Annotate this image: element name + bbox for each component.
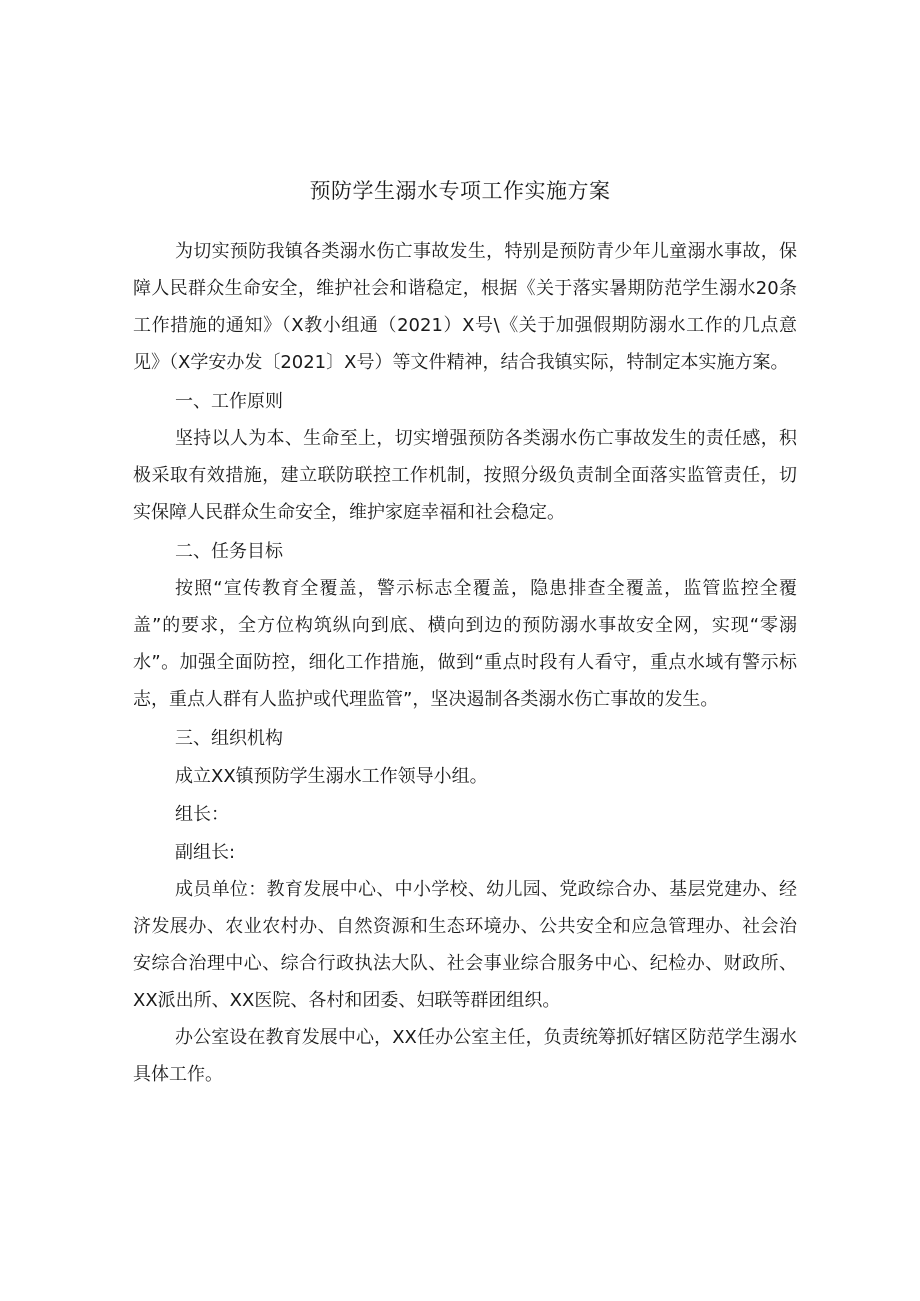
section-heading-goals: 二、任务目标 <box>175 541 283 562</box>
document-title: 预防学生溺水专项工作实施方案 <box>309 179 611 203</box>
section-heading-principles: 一、工作原则 <box>175 391 283 412</box>
deputy-leader-line: 副组长: <box>175 842 236 863</box>
leader-line: 组长： <box>175 804 229 825</box>
organization-establish-line: 成立XX镇预防学生溺水工作领导小组。 <box>175 766 488 787</box>
document-body <box>133 233 797 1093</box>
section-heading-organization: 三、组织机构 <box>175 728 283 749</box>
goals-paragraph: 按照“宣传教育全覆盖，警示标志全覆盖，隐患排查全覆盖，监管监控全覆盖”的要求，全方位构筑纵向到底、横向到边的预防溺水事故安全网，实现“零溺水”。加强全面防控，细化工作措施，做到“重点时段有人看守，重点水域有警示标志，重点人群有人监护或代理监管”，坚决遏制各类溺水伤亡事故的发生。 <box>133 578 797 710</box>
office-paragraph: 办公室设在教育发展中心，XX任办公室主任，负责统筹抓好辖区防范学生溺水具体工作。 <box>133 1027 797 1085</box>
intro-paragraph: 为切实预防我镇各类溺水伤亡事故发生，特别是预防青少年儿童溺水事故，保障人民群众生命安全，维护社会和谐稳定，根据《关于落实暑期防范学生溺水20条工作措施的通知》（X教小组通（2021）X号\《关于加强假期防溺水工作的几点意见》（X学安办发〔2021〕X号）等文件精神，结合我镇实际，特制定本实施方案。 <box>133 241 797 373</box>
member-units-paragraph: 成员单位：教育发展中心、中小学校、幼儿园、党政综合办、基层党建办、经济发展办、农业农村办、自然资源和生态环境办、公共安全和应急管理办、社会治安综合治理中心、综合行政执法大队、社会事业综合服务中心、纪检办、财政所、XX派出所、XX医院、各村和团委、妇联等群团组织。 <box>133 879 797 1011</box>
principles-paragraph: 坚持以人为本、生命至上，切实增强预防各类溺水伤亡事故发生的责任感，积极采取有效措施，建立联防联控工作机制，按照分级负责制全面落实监管责任，切实保障人民群众生命安全，维护家庭幸福和社会稳定。 <box>133 428 797 523</box>
